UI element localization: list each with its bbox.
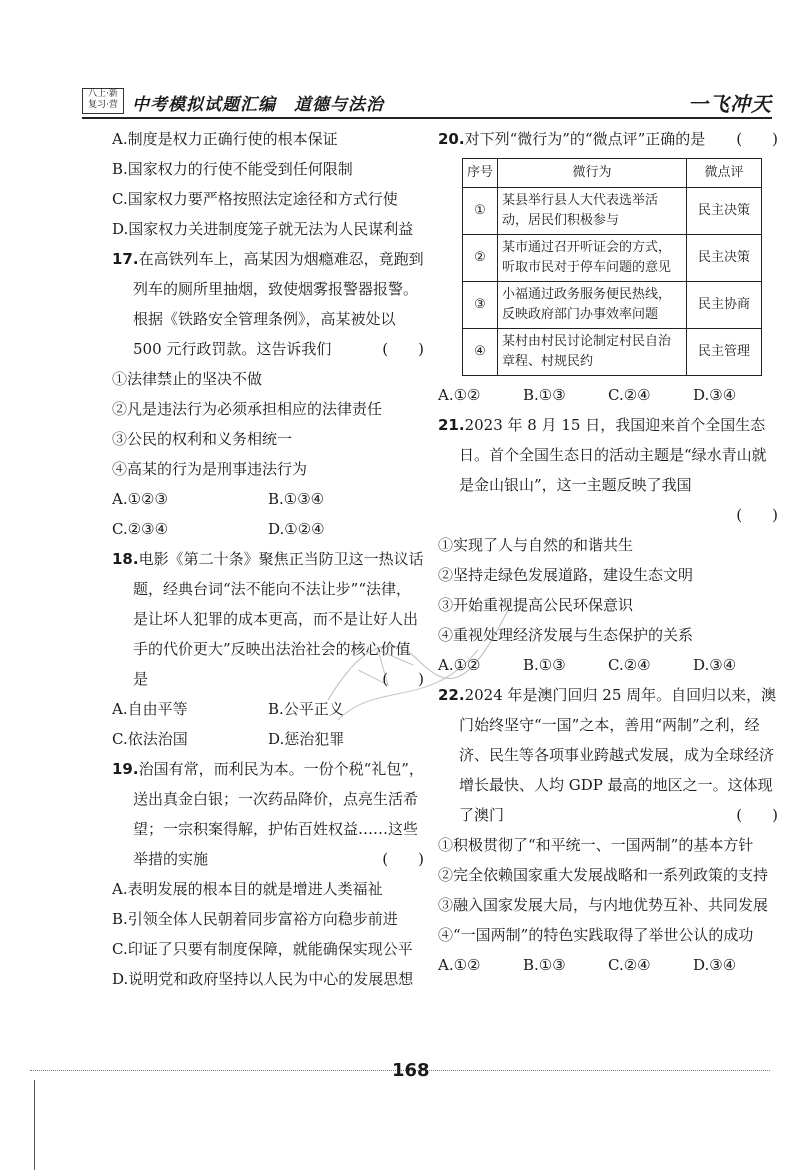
q17-item-3: ③公民的权利和义务相统一 [112,430,293,448]
q17-choices-row-1 [112,484,424,514]
q18-choice-c: C.依法治国 [112,730,188,748]
q21-item-4: ④重视处理经济发展与生态保护的关系 [438,626,694,644]
q20-text: 对下列“微行为”的“微点评”正确的是 [464,130,706,148]
row-behavior: 某村由村民讨论制定村民自治章程、村规民约 [498,329,687,376]
q22-answer-bracket: ( ) [736,806,778,824]
left-column [112,124,424,994]
q22-number: 22. [438,686,465,704]
q22-choice-a: A.①② [438,956,481,974]
row-serial: ④ [463,329,498,376]
header-comment: 微点评 [687,159,762,188]
q16-option-b: B.国家权力的行使不能受到任何限制 [112,160,353,178]
q22-choice-c: C.②④ [608,956,651,974]
q22-item-2: ②完全依赖国家重大发展战略和一系列政策的支持 [438,866,769,884]
q21-choice-b: B.①③ [523,656,566,674]
q21-answer-bracket: ( ) [736,506,778,524]
q21-choice-d: D.③④ [693,656,737,674]
q22-choice-d: D.③④ [693,956,737,974]
row-behavior: 某县举行县人大代表选举活动，居民们积极参与 [498,188,687,235]
q22-choice-b: B.①③ [523,956,566,974]
q19-option-b: B.引领全体人民朝着同步富裕方向稳步前进 [112,910,398,928]
q19-answer-bracket: ( ) [382,850,424,868]
q21-choice-a: A.①② [438,656,481,674]
row-comment: 民主决策 [687,235,762,282]
question-20 [438,124,778,410]
brand-name: 一飞冲天 [688,92,772,116]
table-row [463,235,762,282]
q20-answer-bracket: ( ) [736,130,778,148]
q17-stem [112,244,424,364]
page-number: 168 [392,1060,430,1081]
q21-stem [438,410,778,500]
row-behavior: 小福通过政务服务便民热线，反映政府部门办事效率问题 [498,282,687,329]
series-logo [82,88,124,114]
q18-text: 电影《第二十条》聚焦正当防卫这一热议话题，经典台词“法不能向不法让步”“法律，是让坏人犯罪的成本更高，而不是让好人出手的代价更大”反映出法治社会的核心价值是 [133,550,424,688]
watermark-scribble [318,590,518,730]
q19-stem [112,754,424,874]
q17-choice-d: D.①②④ [268,520,325,538]
q17-choices-row-2 [112,514,424,544]
row-serial: ③ [463,282,498,329]
q17-answer-bracket: ( ) [382,340,424,358]
q17-item-2: ②凡是违法行为必须承担相应的法律责任 [112,400,383,418]
q18-answer-bracket: ( ) [382,670,424,688]
q19-option-d: D.说明党和政府坚持以人民为中心的发展思想 [112,970,414,988]
q20-choice-d: D.③④ [693,386,737,404]
q21-item-1: ①实现了人与自然的和谐共生 [438,536,634,554]
q16-option-a: A.制度是权力正确行使的根本保证 [112,130,338,148]
logo-line-1: 八上·新 [88,89,118,99]
q17-number: 17. [112,250,139,268]
q18-number: 18. [112,550,139,568]
header-divider [82,117,772,119]
row-serial: ① [463,188,498,235]
table-row [463,329,762,376]
question-17 [112,244,424,544]
row-comment: 民主协商 [687,282,762,329]
book-title: 中考模拟试题汇编 道德与法治 [132,95,384,115]
table-header-row [463,159,762,188]
micro-behavior-table [462,158,762,376]
q21-item-2: ②坚持走绿色发展道路，建设生态文明 [438,566,694,584]
row-behavior: 某市通过召开听证会的方式，听取市民对于停车问题的意见 [498,235,687,282]
binding-margin-line [34,1080,35,1170]
table-row [463,282,762,329]
q22-item-4: ④“一国两制”的特色实践取得了举世公认的成功 [438,926,754,944]
q20-number: 20. [438,130,465,148]
q17-item-4: ④高某的行为是刑事违法行为 [112,460,308,478]
q18-choice-b: B.公平正义 [268,700,344,718]
q22-item-1: ①积极贯彻了“和平统一、一国两制”的基本方针 [438,836,754,854]
right-column [438,124,778,980]
header-behavior: 微行为 [498,159,687,188]
q20-choice-b: B.①③ [523,386,566,404]
q22-item-3: ③融入国家发展大局，与内地优势互补、共同发展 [438,896,769,914]
q17-item-1: ①法律禁止的坚决不做 [112,370,263,388]
row-comment: 民主管理 [687,329,762,376]
q20-stem [438,124,778,154]
q20-choices-row [438,380,778,410]
q21-choice-c: C.②④ [608,656,651,674]
q21-number: 21. [438,416,465,434]
q17-choice-a: A.①②③ [112,490,168,508]
q22-choices-row [438,950,778,980]
q17-choice-b: B.①③④ [268,490,325,508]
table-row [463,188,762,235]
page-header [82,88,772,116]
q20-choice-c: C.②④ [608,386,651,404]
q18-choice-d: D.惩治犯罪 [268,730,345,748]
logo-line-2: 复习·营 [88,100,118,110]
q19-text: 治国有常，而利民为本。一份个税“礼包”，送出真金白银；一次药品降价，点亮生活希望；一宗积案得解，护佑百姓权益……这些举措的实施 [133,760,424,868]
q16-option-d: D.国家权力关进制度笼子就无法为人民谋利益 [112,220,414,238]
q21-item-3: ③开始重视提高公民环保意识 [438,596,634,614]
q19-number: 19. [112,760,139,778]
q20-choice-a: A.①② [438,386,481,404]
q18-choice-a: A.自由平等 [112,700,188,718]
question-19 [112,754,424,994]
q21-text: 2023 年 8 月 15 日，我国迎来首个全国生态日。首个全国生态日的活动主题是“绿水青山就是金山银山”，这一主题反映了我国 [459,416,767,494]
q16-option-c: C.国家权力要严格按照法定途径和方式行使 [112,190,398,208]
q17-text: 在高铁列车上，高某因为烟瘾难忍，竟跑到列车的厕所里抽烟，致使烟雾报警器报警。根据《铁路安全管理条例》，高某被处以 500 元行政罚款。这告诉我们 [133,250,424,358]
q17-choice-c: C.②③④ [112,520,169,538]
header-serial: 序号 [463,159,498,188]
row-comment: 民主决策 [687,188,762,235]
q22-text: 2024 年是澳门回归 25 周年。自回归以来，澳门始终坚守“一国”之本，善用“两制”之利，经济、民生等各项事业跨越式发展，成为全球经济增长最快、人均 GDP 最高的地区之一。这体现了澳门 [459,686,777,824]
q19-option-a: A.表明发展的根本目的就是增进人类福祉 [112,880,383,898]
row-serial: ② [463,235,498,282]
q19-option-c: C.印证了只要有制度保障，就能确保实现公平 [112,940,413,958]
